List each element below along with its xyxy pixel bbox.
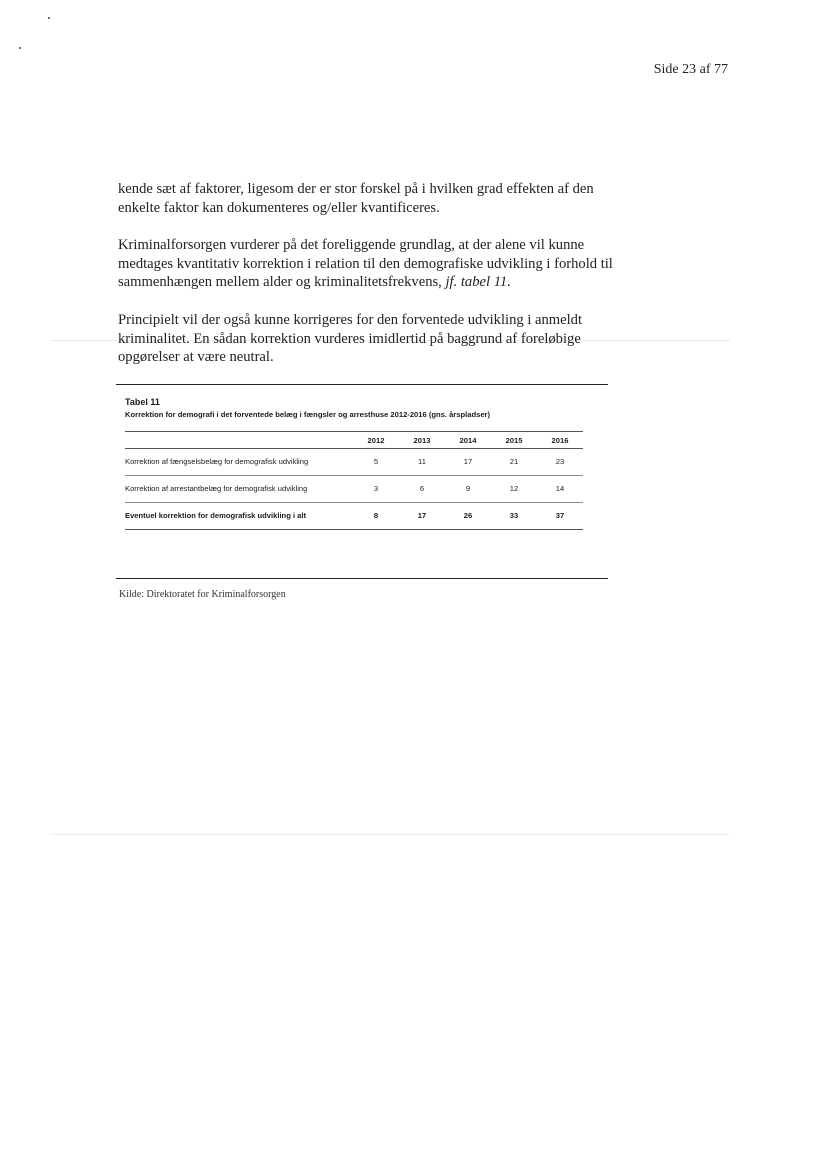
row-label: Eventuel korrektion for demografisk udvikling i alt bbox=[125, 503, 353, 530]
table-header-year: 2012 bbox=[353, 432, 399, 449]
table-total-row bbox=[125, 503, 583, 530]
table-cell: 14 bbox=[537, 476, 583, 503]
table-cell: 21 bbox=[491, 449, 537, 476]
table-cell: 5 bbox=[353, 449, 399, 476]
paragraph-2 bbox=[118, 236, 630, 292]
table-cell: 12 bbox=[491, 476, 537, 503]
table-cell: 11 bbox=[399, 449, 445, 476]
table-header-year: 2014 bbox=[445, 432, 491, 449]
row-label: Korrektion af arrestantbelæg for demografisk udvikling bbox=[125, 476, 353, 503]
table-title: Tabel 11 bbox=[125, 397, 160, 407]
table-cell: 17 bbox=[445, 449, 491, 476]
table-cell: 8 bbox=[353, 503, 399, 530]
scan-line bbox=[50, 834, 730, 835]
table-header-label bbox=[125, 432, 353, 449]
table-header-year: 2016 bbox=[537, 432, 583, 449]
table-top-rule bbox=[116, 384, 608, 385]
table-bottom-rule bbox=[116, 578, 608, 579]
scan-speck bbox=[48, 17, 50, 19]
table-row bbox=[125, 476, 583, 503]
table-cell: 17 bbox=[399, 503, 445, 530]
data-table bbox=[125, 431, 583, 530]
table-cell: 33 bbox=[491, 503, 537, 530]
paragraph-3 bbox=[118, 311, 630, 367]
scan-speck bbox=[19, 47, 21, 49]
row-label: Korrektion af fængselsbelæg for demografisk udvikling bbox=[125, 449, 353, 476]
source-note: Kilde: Direktoratet for Kriminalforsorgen bbox=[119, 589, 286, 600]
table-reference: jf. tabel 11. bbox=[441, 274, 511, 290]
table-header-year: 2013 bbox=[399, 432, 445, 449]
table-cell: 26 bbox=[445, 503, 491, 530]
table-subtitle: Korrektion for demografi i det forventede belæg i fængsler og arresthuse 2012-2016 (gns. årspladser) bbox=[125, 410, 491, 419]
table-cell: 9 bbox=[445, 476, 491, 503]
paragraph-2-text: Kriminalforsorgen vurderer på det foreliggende grundlag, at der alene vil kunne medtages kvantitativ korrektion i relation til den demografiske udvikling i forhold til sammenhængen mellem alder og kriminalitetsfrekvens, bbox=[118, 237, 613, 290]
page-number: Side 23 af 77 bbox=[653, 62, 728, 77]
table-header-row bbox=[125, 432, 583, 449]
table-header-year: 2015 bbox=[491, 432, 537, 449]
paragraph-2-body bbox=[118, 236, 630, 292]
table-cell: 3 bbox=[353, 476, 399, 503]
table-row bbox=[125, 449, 583, 476]
paragraph-3-text: Principielt vil der også kunne korrigeres for den forventede udvikling i anmeldt kriminalitet. En sådan korrektion vurderes imidlertid på baggrund af foreløbige opgørelser at være neutral. bbox=[118, 312, 583, 365]
table-cell: 37 bbox=[537, 503, 583, 530]
table-cell: 6 bbox=[399, 476, 445, 503]
table-cell: 23 bbox=[537, 449, 583, 476]
paragraph-1 bbox=[118, 180, 630, 217]
table-11 bbox=[125, 397, 585, 530]
paragraph-1-text: kende sæt af faktorer, ligesom der er stor forskel på i hvilken grad effekten af den enkelte faktor kan dokumenteres og/eller kvantificeres. bbox=[118, 181, 594, 216]
